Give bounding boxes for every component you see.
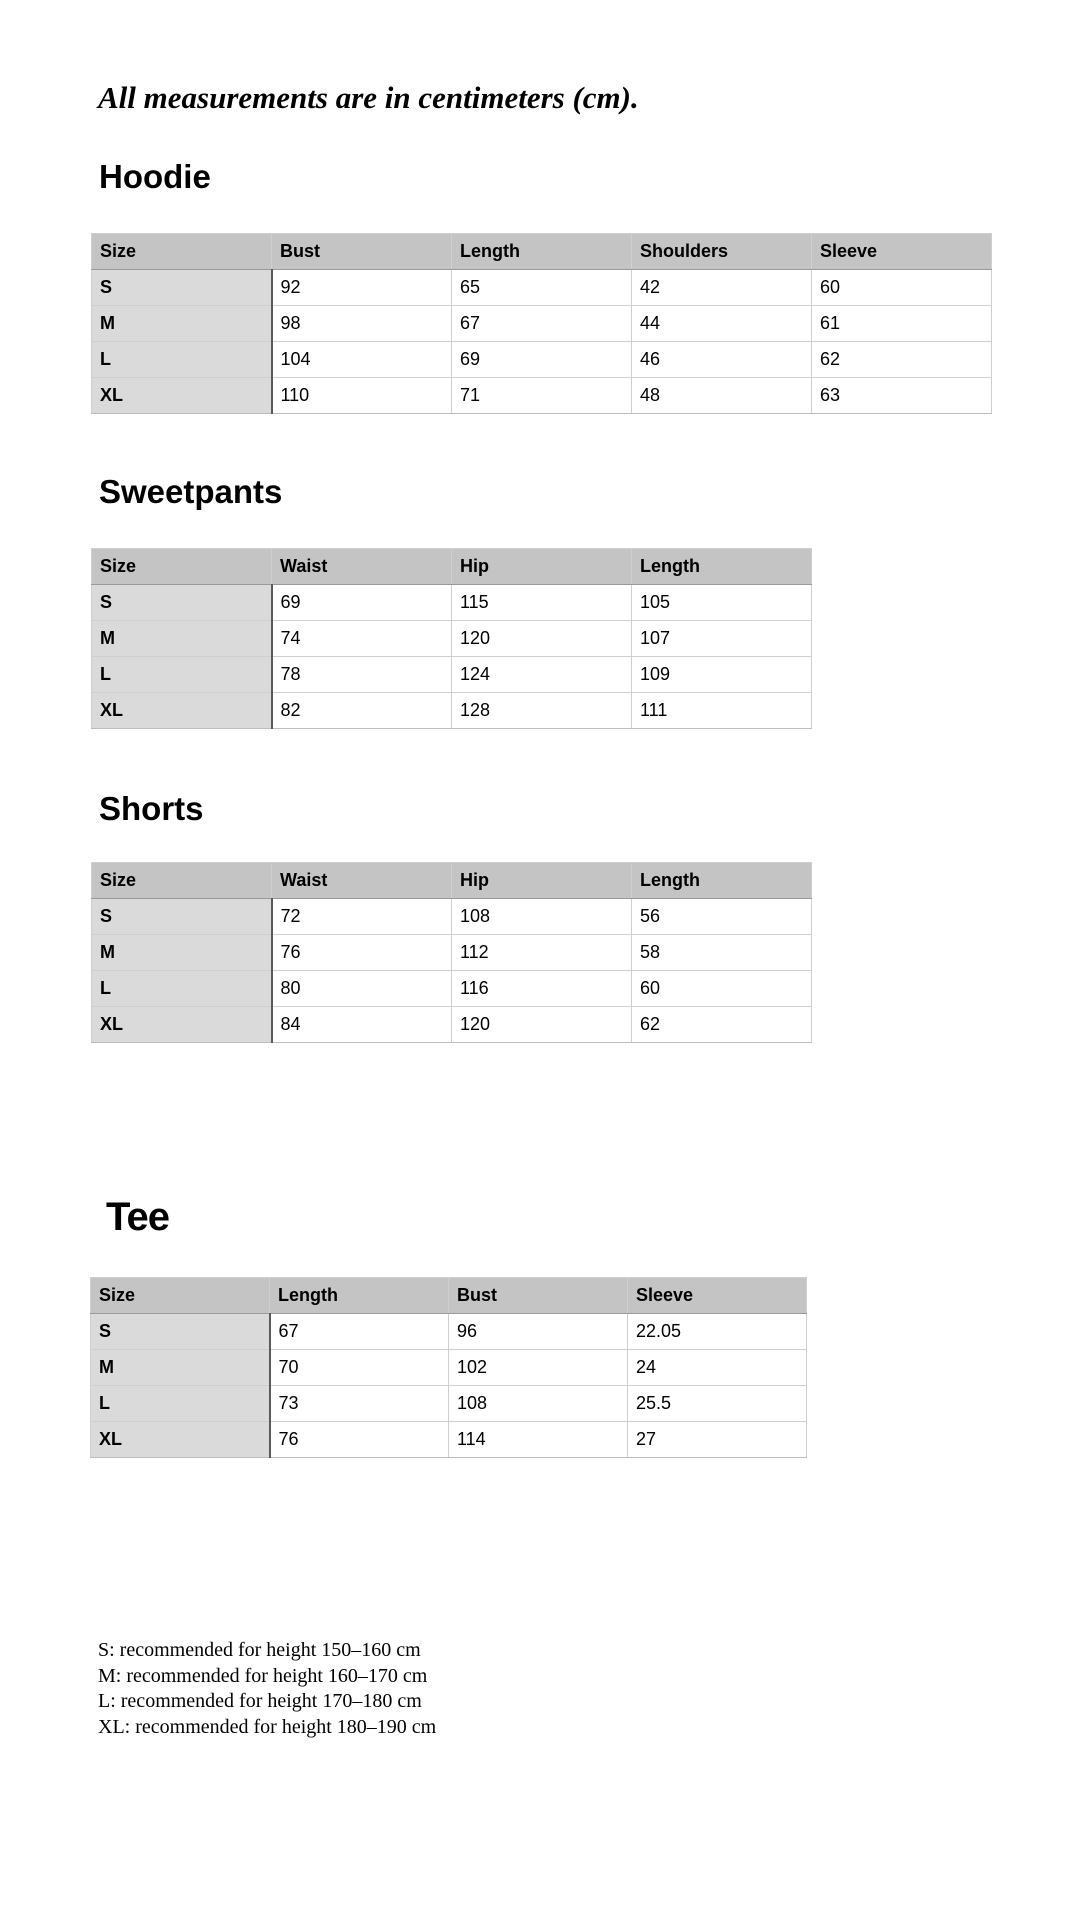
- column-header: Length: [270, 1278, 449, 1314]
- table-cell: 22.05: [628, 1314, 807, 1350]
- hoodie-title: Hoodie: [99, 158, 211, 195]
- table-row: [91, 1422, 807, 1458]
- table-row: [92, 657, 812, 693]
- sweetpants-title: Sweetpants: [99, 473, 283, 510]
- column-header: Length: [632, 549, 812, 585]
- size-cell: M: [92, 306, 272, 342]
- table-row: [92, 342, 992, 378]
- table-cell: 61: [812, 306, 992, 342]
- table-cell: 114: [449, 1422, 628, 1458]
- table-row: [91, 1386, 807, 1422]
- size-cell: S: [92, 585, 272, 621]
- table-cell: 48: [632, 378, 812, 414]
- table-cell: 67: [452, 306, 632, 342]
- table-cell: 80: [272, 971, 452, 1007]
- table-cell: 112: [452, 935, 632, 971]
- column-header: Shoulders: [632, 234, 812, 270]
- hoodie-size-table: [91, 233, 992, 414]
- table-cell: 108: [449, 1386, 628, 1422]
- table-row: [92, 1007, 812, 1043]
- column-header: Sleeve: [628, 1278, 807, 1314]
- height-recommendation-xl: XL: recommended for height 180–190 cm: [98, 1715, 437, 1738]
- size-cell: L: [92, 342, 272, 378]
- table-cell: 44: [632, 306, 812, 342]
- table-cell: 110: [272, 378, 452, 414]
- table-cell: 96: [449, 1314, 628, 1350]
- table-cell: 65: [452, 270, 632, 306]
- size-cell: XL: [92, 693, 272, 729]
- table-cell: 109: [632, 657, 812, 693]
- table-cell: 104: [272, 342, 452, 378]
- size-cell: XL: [91, 1422, 270, 1458]
- table-cell: 98: [272, 306, 452, 342]
- height-recommendation-s: S: recommended for height 150–160 cm: [98, 1639, 421, 1661]
- table-cell: 124: [452, 657, 632, 693]
- table-cell: 105: [632, 585, 812, 621]
- sweetpants-size-table: [91, 548, 812, 729]
- table-cell: 60: [812, 270, 992, 306]
- table-cell: 46: [632, 342, 812, 378]
- column-header: Size: [91, 1278, 270, 1314]
- table-cell: 107: [632, 621, 812, 657]
- column-header: Length: [452, 234, 632, 270]
- table-row: [92, 899, 812, 935]
- height-recommendation-l: L: recommended for height 170–180 cm: [98, 1690, 422, 1712]
- table-row: [91, 1350, 807, 1386]
- table-cell: 71: [452, 378, 632, 414]
- table-row: [92, 971, 812, 1007]
- table-cell: 102: [449, 1350, 628, 1386]
- table-cell: 128: [452, 693, 632, 729]
- table-cell: 73: [270, 1386, 449, 1422]
- column-header: Bust: [449, 1278, 628, 1314]
- table-row: [92, 935, 812, 971]
- table-header-row: [92, 234, 992, 270]
- table-cell: 115: [452, 585, 632, 621]
- column-header: Waist: [272, 863, 452, 899]
- table-cell: 69: [272, 585, 452, 621]
- height-recommendations: [98, 1638, 436, 1740]
- table-cell: 108: [452, 899, 632, 935]
- table-cell: 74: [272, 621, 452, 657]
- size-cell: L: [91, 1386, 270, 1422]
- table-cell: 120: [452, 621, 632, 657]
- table-cell: 111: [632, 693, 812, 729]
- table-cell: 60: [632, 971, 812, 1007]
- table-cell: 76: [272, 935, 452, 971]
- table-cell: 70: [270, 1350, 449, 1386]
- table-cell: 56: [632, 899, 812, 935]
- column-header: Size: [92, 549, 272, 585]
- table-row: [92, 585, 812, 621]
- table-cell: 92: [272, 270, 452, 306]
- table-cell: 24: [628, 1350, 807, 1386]
- table-cell: 25.5: [628, 1386, 807, 1422]
- tee-title: Tee: [106, 1195, 169, 1239]
- table-cell: 78: [272, 657, 452, 693]
- size-cell: S: [91, 1314, 270, 1350]
- size-cell: XL: [92, 1007, 272, 1043]
- table-row: [92, 378, 992, 414]
- column-header: Waist: [272, 549, 452, 585]
- table-cell: 58: [632, 935, 812, 971]
- column-header: Hip: [452, 549, 632, 585]
- units-note: All measurements are in centimeters (cm).: [98, 80, 639, 115]
- column-header: Bust: [272, 234, 452, 270]
- table-header-row: [91, 1278, 807, 1314]
- table-cell: 116: [452, 971, 632, 1007]
- table-cell: 62: [812, 342, 992, 378]
- tee-size-table: [90, 1277, 807, 1458]
- size-cell: L: [92, 971, 272, 1007]
- size-cell: M: [92, 621, 272, 657]
- table-header-row: [92, 863, 812, 899]
- size-cell: S: [92, 270, 272, 306]
- table-cell: 63: [812, 378, 992, 414]
- table-cell: 42: [632, 270, 812, 306]
- table-row: [91, 1314, 807, 1350]
- column-header: Size: [92, 863, 272, 899]
- table-cell: 76: [270, 1422, 449, 1458]
- column-header: Size: [92, 234, 272, 270]
- column-header: Hip: [452, 863, 632, 899]
- size-cell: M: [92, 935, 272, 971]
- table-cell: 82: [272, 693, 452, 729]
- size-cell: L: [92, 657, 272, 693]
- shorts-title: Shorts: [99, 790, 204, 827]
- table-cell: 27: [628, 1422, 807, 1458]
- height-recommendation-m: M: recommended for height 160–170 cm: [98, 1664, 428, 1687]
- table-cell: 84: [272, 1007, 452, 1043]
- table-row: [92, 270, 992, 306]
- size-cell: M: [91, 1350, 270, 1386]
- table-cell: 120: [452, 1007, 632, 1043]
- column-header: Length: [632, 863, 812, 899]
- table-header-row: [92, 549, 812, 585]
- size-cell: S: [92, 899, 272, 935]
- table-row: [92, 621, 812, 657]
- table-row: [92, 693, 812, 729]
- table-row: [92, 306, 992, 342]
- shorts-size-table: [91, 862, 812, 1043]
- table-cell: 62: [632, 1007, 812, 1043]
- table-cell: 69: [452, 342, 632, 378]
- table-cell: 67: [270, 1314, 449, 1350]
- size-cell: XL: [92, 378, 272, 414]
- column-header: Sleeve: [812, 234, 992, 270]
- table-cell: 72: [272, 899, 452, 935]
